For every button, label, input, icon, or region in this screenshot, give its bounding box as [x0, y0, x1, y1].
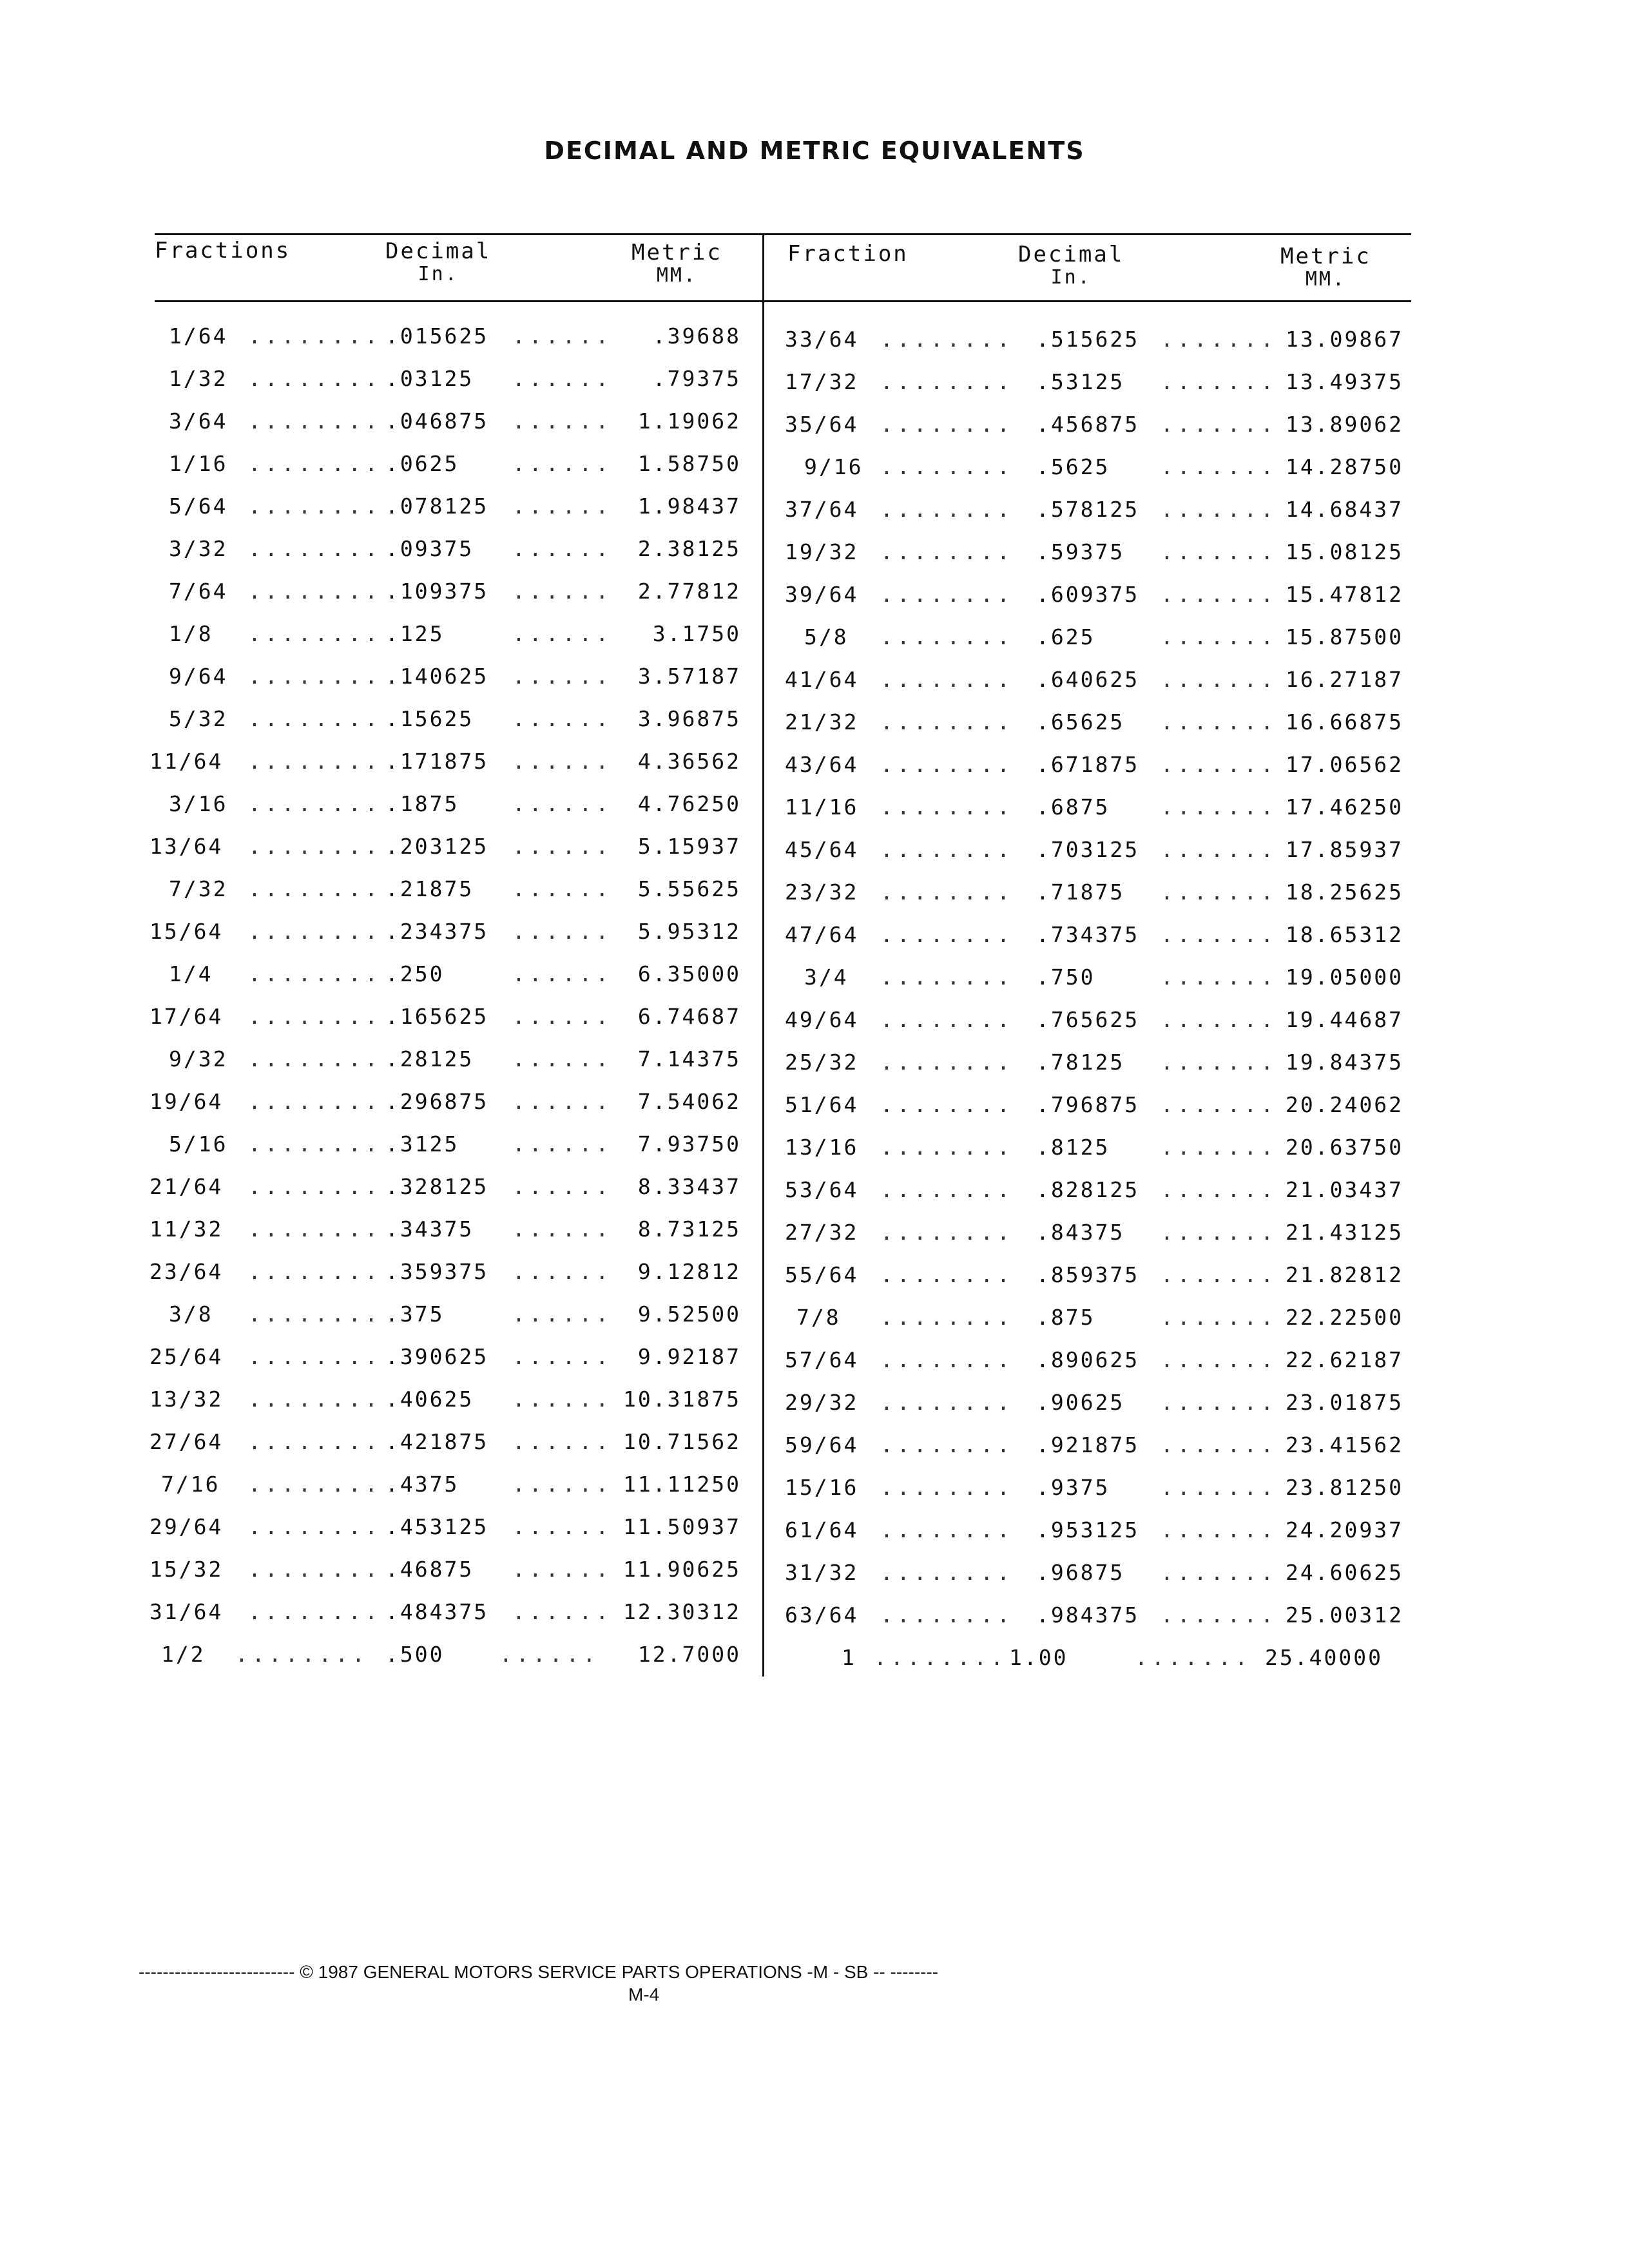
metric-cell: 6.35000 — [637, 961, 741, 986]
table-row: 53/64 ........ .828125 ....... 21.03437 — [785, 1177, 1403, 1202]
table-row: 15/16 ........ .9375 ....... 23.81250 — [785, 1475, 1403, 1500]
decimal-cell: .15625 — [385, 706, 474, 731]
decimal-cell: .609375 — [1036, 582, 1140, 607]
decimal-cell: .578125 — [1036, 497, 1140, 522]
page-number: M-4 — [628, 1984, 660, 2004]
table-row: 57/64 ........ .890625 ....... 22.62187 — [785, 1347, 1403, 1372]
fraction-cell: 5/16 — [169, 1131, 228, 1157]
decimal-cell: .0625 — [385, 451, 459, 476]
decimal-cell: .734375 — [1036, 922, 1140, 947]
metric-cell: .79375 — [652, 366, 741, 391]
metric-cell: 22.22500 — [1286, 1305, 1403, 1330]
metric-cell: 17.06562 — [1286, 752, 1403, 777]
decimal-cell: .78125 — [1036, 1050, 1125, 1075]
table-row: 17/32 ........ .53125 ....... 13.49375 — [785, 369, 1403, 394]
fraction-cell: 41/64 — [785, 667, 859, 692]
fraction-cell: 9/32 — [169, 1046, 228, 1072]
fraction-cell: 13/16 — [785, 1135, 859, 1160]
decimal-cell: .125 — [385, 621, 445, 646]
table-row: 33/64 ........ .515625 ....... 13.09867 — [785, 327, 1403, 352]
fraction-cell: 43/64 — [785, 752, 859, 777]
fraction-cell: 31/32 — [785, 1560, 859, 1585]
table-row: 51/64 ........ .796875 ....... 20.24062 — [785, 1092, 1403, 1117]
page-title: DECIMAL AND METRIC EQUIVALENTS — [544, 137, 1085, 165]
table-row: 39/64 ........ .609375 ....... 15.47812 — [785, 582, 1403, 607]
fraction-cell: 1/16 — [169, 451, 228, 476]
header-metric-left: Metric MM. — [631, 240, 722, 287]
fraction-cell: 15/64 — [149, 919, 224, 944]
decimal-cell: .453125 — [385, 1514, 489, 1539]
fraction-cell: 1/2 — [161, 1642, 206, 1667]
table-row: 11/16 ........ .6875 ....... 17.46250 — [785, 794, 1403, 820]
decimal-cell: .109375 — [385, 579, 489, 604]
metric-cell: 9.12812 — [637, 1259, 741, 1284]
table-row: 13/32 ........ .40625 ...... 10.31875 — [149, 1387, 741, 1412]
fraction-cell: 9/16 — [804, 454, 863, 479]
fraction-cell: 25/64 — [149, 1344, 224, 1369]
fraction-cell: 37/64 — [785, 497, 859, 522]
table-row: 45/64 ........ .703125 ....... 17.85937 — [785, 837, 1403, 862]
metric-cell: 24.20937 — [1286, 1517, 1403, 1542]
table-row: 9/16 ........ .5625 ....... 14.28750 — [804, 454, 1403, 479]
fraction-cell: 19/64 — [149, 1089, 224, 1114]
metric-cell: 23.41562 — [1286, 1432, 1403, 1457]
table-row: 19/64 ........ .296875 ...... 7.54062 — [149, 1089, 741, 1114]
fraction-cell: 13/32 — [149, 1387, 224, 1412]
table-row: 1 ........ 1.00 ....... 25.40000 — [842, 1645, 1383, 1670]
fraction-cell: 1/8 — [169, 621, 213, 646]
decimal-cell: .9375 — [1036, 1475, 1110, 1500]
decimal-cell: .859375 — [1036, 1262, 1140, 1287]
header-decimal-left: Decimal In. — [385, 238, 492, 285]
decimal-cell: .09375 — [385, 536, 474, 561]
header-fraction-right: Fraction — [787, 241, 909, 267]
metric-cell: 2.38125 — [637, 536, 741, 561]
metric-cell: 5.15937 — [637, 834, 741, 859]
decimal-cell: .515625 — [1036, 327, 1140, 352]
table-row: 21/32 ........ .65625 ....... 16.66875 — [785, 709, 1403, 735]
metric-cell: 18.25625 — [1286, 879, 1403, 905]
fraction-cell: 49/64 — [785, 1007, 859, 1032]
decimal-cell: .96875 — [1036, 1560, 1125, 1585]
fraction-cell: 5/32 — [169, 706, 228, 731]
fraction-cell: 1 — [842, 1645, 856, 1670]
fraction-cell: 57/64 — [785, 1347, 859, 1372]
table-row: 61/64 ........ .953125 ....... 24.20937 — [785, 1517, 1403, 1542]
fraction-cell: 47/64 — [785, 922, 859, 947]
metric-cell: 19.84375 — [1286, 1050, 1403, 1075]
fraction-cell: 3/64 — [169, 408, 228, 434]
decimal-cell: .078125 — [385, 494, 489, 519]
fraction-cell: 15/32 — [149, 1557, 224, 1582]
fraction-cell: 25/32 — [785, 1050, 859, 1075]
table-row: 1/4 ........ .250 ...... 6.35000 — [169, 961, 741, 986]
decimal-cell: .421875 — [385, 1429, 489, 1454]
metric-cell: 15.47812 — [1286, 582, 1403, 607]
decimal-cell: .203125 — [385, 834, 489, 859]
metric-cell: 25.40000 — [1265, 1645, 1383, 1670]
table-row: 5/64 ........ .078125 ...... 1.98437 — [169, 494, 741, 519]
decimal-cell: .3125 — [385, 1131, 459, 1157]
decimal-cell: .53125 — [1036, 369, 1125, 394]
metric-cell: 2.77812 — [637, 579, 741, 604]
decimal-cell: .1875 — [385, 791, 459, 816]
table-row: 13/64 ........ .203125 ...... 5.15937 — [149, 834, 741, 859]
fraction-cell: 9/64 — [169, 664, 228, 689]
metric-cell: 14.68437 — [1286, 497, 1403, 522]
metric-cell: 21.03437 — [1286, 1177, 1403, 1202]
metric-cell: 10.31875 — [623, 1387, 741, 1412]
metric-cell: 13.09867 — [1286, 327, 1403, 352]
table-row: 7/32 ........ .21875 ...... 5.55625 — [169, 876, 741, 901]
table-row: 59/64 ........ .921875 ....... 23.41562 — [785, 1432, 1403, 1457]
fraction-cell: 11/16 — [785, 794, 859, 820]
table-row: 25/64 ........ .390625 ...... 9.92187 — [149, 1344, 741, 1369]
fraction-cell: 11/64 — [149, 749, 224, 774]
header-bottom-rule — [155, 300, 1411, 302]
decimal-cell: .328125 — [385, 1174, 489, 1199]
fraction-cell: 29/32 — [785, 1390, 859, 1415]
fraction-cell: 45/64 — [785, 837, 859, 862]
table-row: 13/16 ........ .8125 ....... 20.63750 — [785, 1135, 1403, 1160]
metric-cell: 5.95312 — [637, 919, 741, 944]
metric-cell: 24.60625 — [1286, 1560, 1403, 1585]
metric-cell: 3.57187 — [637, 664, 741, 689]
metric-cell: 23.81250 — [1286, 1475, 1403, 1500]
table-top-rule — [155, 233, 1411, 235]
decimal-cell: .875 — [1036, 1305, 1095, 1330]
fraction-cell: 27/32 — [785, 1220, 859, 1245]
table-row: 3/8 ........ .375 ...... 9.52500 — [169, 1302, 741, 1327]
metric-cell: 15.08125 — [1286, 539, 1403, 564]
metric-cell: 8.33437 — [637, 1174, 741, 1199]
table-row: 31/32 ........ .96875 ....... 24.60625 — [785, 1560, 1403, 1585]
decimal-cell: .171875 — [385, 749, 489, 774]
table-row: 15/64 ........ .234375 ...... 5.95312 — [149, 919, 741, 944]
decimal-cell: .828125 — [1036, 1177, 1140, 1202]
table-row: 1/16 ........ .0625 ...... 1.58750 — [169, 451, 741, 476]
fraction-cell: 7/8 — [796, 1305, 841, 1330]
metric-cell: 23.01875 — [1286, 1390, 1403, 1415]
table-row: 29/64 ........ .453125 ...... 11.50937 — [149, 1514, 741, 1539]
metric-cell: 21.43125 — [1286, 1220, 1403, 1245]
decimal-cell: .625 — [1036, 624, 1095, 649]
metric-cell: 15.87500 — [1286, 624, 1403, 649]
left-table-column — [142, 325, 760, 1678]
metric-cell: 22.62187 — [1286, 1347, 1403, 1372]
metric-cell: .39688 — [652, 323, 741, 349]
fraction-cell: 21/32 — [785, 709, 859, 735]
fraction-cell: 29/64 — [149, 1514, 224, 1539]
fraction-cell: 27/64 — [149, 1429, 224, 1454]
metric-cell: 16.27187 — [1286, 667, 1403, 692]
metric-cell: 20.24062 — [1286, 1092, 1403, 1117]
decimal-cell: .234375 — [385, 919, 489, 944]
decimal-cell: .40625 — [385, 1387, 474, 1412]
fraction-cell: 15/16 — [785, 1475, 859, 1500]
decimal-cell: .140625 — [385, 664, 489, 689]
fraction-cell: 17/32 — [785, 369, 859, 394]
table-row: 9/64 ........ .140625 ...... 3.57187 — [169, 664, 741, 689]
metric-cell: 19.44687 — [1286, 1007, 1403, 1032]
metric-cell: 1.98437 — [637, 494, 741, 519]
metric-cell: 7.14375 — [637, 1046, 741, 1072]
fraction-cell: 53/64 — [785, 1177, 859, 1202]
fraction-cell: 39/64 — [785, 582, 859, 607]
metric-cell: 13.49375 — [1286, 369, 1403, 394]
table-row: 27/32 ........ .84375 ....... 21.43125 — [785, 1220, 1403, 1245]
decimal-cell: .03125 — [385, 366, 474, 391]
metric-cell: 12.7000 — [637, 1642, 741, 1667]
table-row: 47/64 ........ .734375 ....... 18.65312 — [785, 922, 1403, 947]
decimal-cell: .456875 — [1036, 412, 1140, 437]
table-row: 7/8 ........ .875 ....... 22.22500 — [796, 1305, 1403, 1330]
metric-cell: 9.92187 — [637, 1344, 741, 1369]
decimal-cell: .375 — [385, 1302, 445, 1327]
decimal-cell: .6875 — [1036, 794, 1110, 820]
metric-cell: 11.11250 — [623, 1472, 741, 1497]
decimal-cell: .8125 — [1036, 1135, 1110, 1160]
table-row: 29/32 ........ .90625 ....... 23.01875 — [785, 1390, 1403, 1415]
decimal-cell: .5625 — [1036, 454, 1110, 479]
metric-cell: 3.96875 — [637, 706, 741, 731]
table-row: 23/32 ........ .71875 ....... 18.25625 — [785, 879, 1403, 905]
decimal-cell: .750 — [1036, 965, 1095, 990]
table-row: 49/64 ........ .765625 ....... 19.44687 — [785, 1007, 1403, 1032]
metric-cell: 17.85937 — [1286, 837, 1403, 862]
metric-cell: 18.65312 — [1286, 922, 1403, 947]
fraction-cell: 23/64 — [149, 1259, 224, 1284]
decimal-cell: .4375 — [385, 1472, 459, 1497]
metric-cell: 11.90625 — [623, 1557, 741, 1582]
fraction-cell: 7/16 — [161, 1472, 220, 1497]
metric-cell: 12.30312 — [623, 1599, 741, 1624]
table-row: 15/32 ........ .46875 ...... 11.90625 — [149, 1557, 741, 1582]
fraction-cell: 59/64 — [785, 1432, 859, 1457]
fraction-cell: 17/64 — [149, 1004, 224, 1029]
fraction-cell: 31/64 — [149, 1599, 224, 1624]
metric-cell: 4.76250 — [637, 791, 741, 816]
fraction-cell: 63/64 — [785, 1602, 859, 1628]
decimal-cell: .796875 — [1036, 1092, 1140, 1117]
decimal-cell: .71875 — [1036, 879, 1125, 905]
metric-cell: 1.58750 — [637, 451, 741, 476]
metric-cell: 20.63750 — [1286, 1135, 1403, 1160]
table-row: 3/64 ........ .046875 ...... 1.19062 — [169, 408, 741, 434]
fraction-cell: 55/64 — [785, 1262, 859, 1287]
fraction-cell: 5/8 — [804, 624, 849, 649]
fraction-cell: 13/64 — [149, 834, 224, 859]
table-row: 31/64 ........ .484375 ...... 12.30312 — [149, 1599, 741, 1624]
decimal-cell: .65625 — [1036, 709, 1125, 735]
fraction-cell: 35/64 — [785, 412, 859, 437]
fraction-cell: 11/32 — [149, 1216, 224, 1242]
metric-cell: 5.55625 — [637, 876, 741, 901]
decimal-cell: .296875 — [385, 1089, 489, 1114]
decimal-cell: .46875 — [385, 1557, 474, 1582]
table-row: 63/64 ........ .984375 ....... 25.00312 — [785, 1602, 1403, 1628]
fraction-cell: 1/64 — [169, 323, 228, 349]
fraction-cell: 3/8 — [169, 1302, 213, 1327]
table-row: 11/32 ........ .34375 ...... 8.73125 — [149, 1216, 741, 1242]
decimal-cell: 1.00 — [1009, 1645, 1068, 1670]
metric-cell: 4.36562 — [637, 749, 741, 774]
fraction-cell: 1/4 — [169, 961, 213, 986]
decimal-cell: .484375 — [385, 1599, 489, 1624]
metric-cell: 21.82812 — [1286, 1262, 1403, 1287]
fraction-cell: 3/16 — [169, 791, 228, 816]
table-row: 1/64 ........ .015625 ...... .39688 — [169, 323, 741, 349]
decimal-cell: .21875 — [385, 876, 474, 901]
header-metric-right: Metric MM. — [1280, 244, 1371, 291]
table-row: 25/32 ........ .78125 ....... 19.84375 — [785, 1050, 1403, 1075]
metric-cell: 17.46250 — [1286, 794, 1403, 820]
decimal-cell: .671875 — [1036, 752, 1140, 777]
header-decimal-right: Decimal In. — [1018, 242, 1124, 289]
fraction-cell: 7/64 — [169, 579, 228, 604]
right-table-column — [771, 329, 1402, 1682]
decimal-cell: .250 — [385, 961, 445, 986]
table-row: 23/64 ........ .359375 ...... 9.12812 — [149, 1259, 741, 1284]
decimal-cell: .765625 — [1036, 1007, 1140, 1032]
decimal-cell: .046875 — [385, 408, 489, 434]
fraction-cell: 33/64 — [785, 327, 859, 352]
table-row: 1/32 ........ .03125 ...... .79375 — [169, 366, 741, 391]
metric-cell: 8.73125 — [637, 1216, 741, 1242]
copyright-footer: -------------------------- © 1987 GENERAL MOTORS SERVICE PARTS OPERATIONS -M - SB -- -------- — [139, 1962, 939, 1982]
table-row: 55/64 ........ .859375 ....... 21.82812 — [785, 1262, 1403, 1287]
fraction-cell: 1/32 — [169, 366, 228, 391]
decimal-cell: .640625 — [1036, 667, 1140, 692]
decimal-cell: .500 — [385, 1642, 445, 1667]
metric-cell: 7.93750 — [637, 1131, 741, 1157]
metric-cell: 1.19062 — [637, 408, 741, 434]
decimal-cell: .90625 — [1036, 1390, 1125, 1415]
table-row: 3/4 ........ .750 ....... 19.05000 — [804, 965, 1403, 990]
metric-cell: 9.52500 — [637, 1302, 741, 1327]
decimal-cell: .34375 — [385, 1216, 474, 1242]
decimal-cell: .890625 — [1036, 1347, 1140, 1372]
fraction-cell: 3/32 — [169, 536, 228, 561]
table-row: 17/64 ........ .165625 ...... 6.74687 — [149, 1004, 741, 1029]
fraction-cell: 19/32 — [785, 539, 859, 564]
table-row: 41/64 ........ .640625 ....... 16.27187 — [785, 667, 1403, 692]
decimal-cell: .703125 — [1036, 837, 1140, 862]
decimal-cell: .390625 — [385, 1344, 489, 1369]
fraction-cell: 3/4 — [804, 965, 849, 990]
decimal-cell: .953125 — [1036, 1517, 1140, 1542]
table-row: 7/64 ........ .109375 ...... 2.77812 — [169, 579, 741, 604]
decimal-cell: .015625 — [385, 323, 489, 349]
metric-cell: 6.74687 — [637, 1004, 741, 1029]
table-row: 19/32 ........ .59375 ....... 15.08125 — [785, 539, 1403, 564]
metric-cell: 16.66875 — [1286, 709, 1403, 735]
header-fraction-left: Fractions — [155, 238, 291, 264]
metric-cell: 13.89062 — [1286, 412, 1403, 437]
decimal-cell: .28125 — [385, 1046, 474, 1072]
decimal-cell: .84375 — [1036, 1220, 1125, 1245]
metric-cell: 3.1750 — [652, 621, 741, 646]
table-row: 11/64 ........ .171875 ...... 4.36562 — [149, 749, 741, 774]
fraction-cell: 7/32 — [169, 876, 228, 901]
metric-cell: 19.05000 — [1286, 965, 1403, 990]
metric-cell: 7.54062 — [637, 1089, 741, 1114]
metric-cell: 14.28750 — [1286, 454, 1403, 479]
fraction-cell: 61/64 — [785, 1517, 859, 1542]
table-row: 43/64 ........ .671875 ....... 17.06562 — [785, 752, 1403, 777]
table-row: 1/8 ........ .125 ...... 3.1750 — [169, 621, 741, 646]
decimal-cell: .984375 — [1036, 1602, 1140, 1628]
fraction-cell: 23/32 — [785, 879, 859, 905]
fraction-cell: 21/64 — [149, 1174, 224, 1199]
column-divider — [762, 233, 764, 1677]
table-row: 5/16 ........ .3125 ...... 7.93750 — [169, 1131, 741, 1157]
decimal-cell: .59375 — [1036, 539, 1125, 564]
table-row: 27/64 ........ .421875 ...... 10.71562 — [149, 1429, 741, 1454]
decimal-cell: .921875 — [1036, 1432, 1140, 1457]
table-row: 21/64 ........ .328125 ...... 8.33437 — [149, 1174, 741, 1199]
decimal-cell: .359375 — [385, 1259, 489, 1284]
table-row: 5/8 ........ .625 ....... 15.87500 — [804, 624, 1403, 649]
fraction-cell: 51/64 — [785, 1092, 859, 1117]
table-row: 5/32 ........ .15625 ...... 3.96875 — [169, 706, 741, 731]
table-row: 3/16 ........ .1875 ...... 4.76250 — [169, 791, 741, 816]
fraction-cell: 5/64 — [169, 494, 228, 519]
table-row: 3/32 ........ .09375 ...... 2.38125 — [169, 536, 741, 561]
table-row: 37/64 ........ .578125 ....... 14.68437 — [785, 497, 1403, 522]
metric-cell: 11.50937 — [623, 1514, 741, 1539]
metric-cell: 10.71562 — [623, 1429, 741, 1454]
table-row: 9/32 ........ .28125 ...... 7.14375 — [169, 1046, 741, 1072]
table-row: 1/2 ........ .500 ...... 12.7000 — [161, 1642, 741, 1667]
metric-cell: 25.00312 — [1286, 1602, 1403, 1628]
table-row: 35/64 ........ .456875 ....... 13.89062 — [785, 412, 1403, 437]
table-row: 7/16 ........ .4375 ...... 11.11250 — [161, 1472, 741, 1497]
decimal-cell: .165625 — [385, 1004, 489, 1029]
